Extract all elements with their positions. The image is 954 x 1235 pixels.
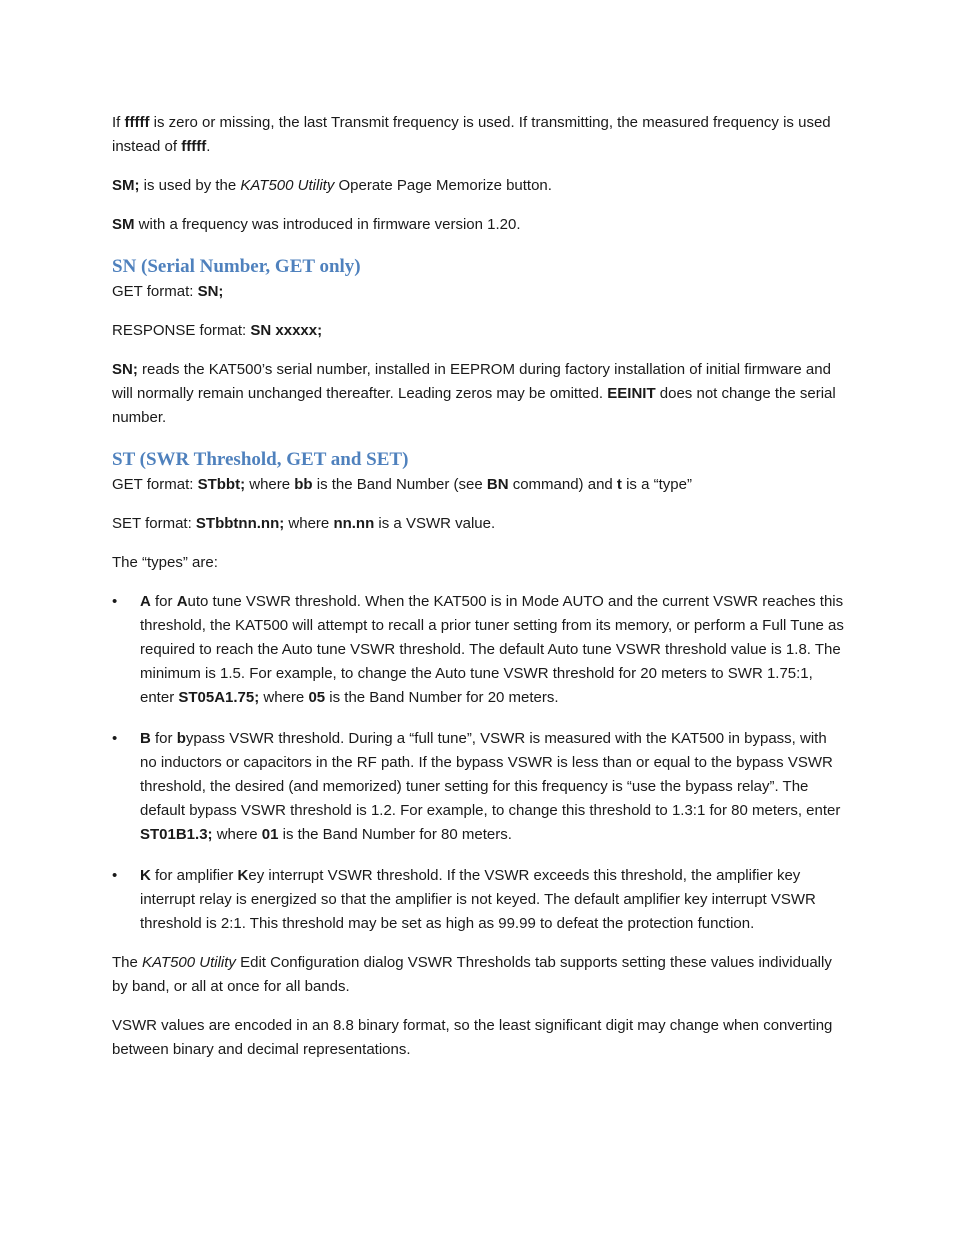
text: is the Band Number (see [312, 476, 487, 493]
bullet-icon: • [112, 593, 118, 610]
text: with a frequency was introduced in firmware version 1.20. [134, 216, 521, 233]
code: K [140, 867, 151, 884]
text: is the Band Number for 80 meters. [278, 826, 512, 843]
code: STbbtnn.nn; [195, 515, 285, 532]
text: where [245, 476, 295, 493]
text: GET format: [112, 476, 198, 493]
code: A [140, 593, 151, 610]
code: SM; [112, 177, 140, 194]
app-name: KAT500 Utility [142, 954, 236, 971]
code: A [176, 593, 188, 610]
bullet-icon: • [112, 867, 118, 884]
st-encoding-note: VSWR values are encoded in an 8.8 binary format, so the least significant digit may change when converting between binary and decimal representations. [112, 1017, 833, 1058]
bullet-icon: • [112, 730, 118, 747]
page-content [112, 111, 844, 1077]
code: ST05A1.75; [178, 689, 260, 706]
sn-description [112, 358, 844, 430]
code: ST01B1.3; [140, 826, 213, 843]
code: 05 [308, 689, 326, 706]
code: SN xxxxx; [250, 322, 323, 339]
text: where [212, 826, 262, 843]
text: where [284, 515, 334, 532]
app-name: KAT500 Utility [240, 177, 335, 194]
code: BN [486, 476, 509, 493]
code: t [616, 476, 622, 493]
text: SET format: [112, 515, 196, 532]
sn-response-format [112, 319, 844, 343]
text: is zero or missing, the last Transmit frequency is used. If transmitting, the measured frequency is used instead of [112, 114, 831, 155]
st-set-format [112, 512, 844, 536]
heading-sn: SN (Serial Number, GET only) [112, 256, 361, 277]
code: fffff [124, 114, 150, 131]
text: GET format: [112, 283, 198, 300]
code: bb [294, 476, 313, 493]
paragraph-sm-firmware [112, 213, 844, 237]
text: does not change the serial number. [112, 385, 836, 426]
text: Operate Page Memorize button. [334, 177, 552, 194]
text: for [150, 730, 177, 747]
st-get-format [112, 473, 844, 497]
code: B [140, 730, 151, 747]
code: EEINIT [607, 385, 656, 402]
list-item [112, 864, 844, 936]
text: reads the KAT500’s serial number, installed in EEPROM during factory installation of initial firmware and will normally remain unchanged thereafter. Leading zeros may be omitted. [112, 361, 831, 402]
paragraph-sm-memorize [112, 174, 844, 198]
sn-get-format [112, 280, 844, 304]
text: uto tune VSWR threshold. When the KAT500 is in Mode AUTO and the current VSWR reaches this threshold, the KAT500 will attempt to recall a prior tuner setting from its memory, or perform a Full Tune as required to reach the Auto tune VSWR threshold. The default Auto tune VSWR threshold value is 1.8. The minimum is 1.5. For example, to change the Auto tune VSWR threshold for 20 meters to SWR 1.75:1, enter [140, 593, 844, 706]
text: is a VSWR value. [374, 515, 496, 532]
st-utility-note [112, 951, 844, 999]
code: b [176, 730, 186, 747]
st-types-intro: The “types” are: [112, 554, 218, 571]
code: fffff [181, 138, 207, 155]
text: Edit Configuration dialog VSWR Thresholds tab supports setting these values individually by band, or all at once for all bands. [112, 954, 832, 995]
text: is a “type” [621, 476, 692, 493]
code: K [237, 867, 249, 884]
text: for amplifier [150, 867, 238, 884]
paragraph-fffff [112, 111, 844, 159]
code: STbbt; [197, 476, 246, 493]
list-item [112, 727, 844, 847]
text: If [112, 114, 125, 131]
code: SN; [197, 283, 224, 300]
code: SM [112, 216, 135, 233]
text: command) and [508, 476, 617, 493]
text: ey interrupt VSWR threshold. If the VSWR exceeds this threshold, the amplifier key interrupt relay is energized so that the amplifier is not keyed. The default amplifier key interrupt VSWR threshold is 2:1. This threshold may be set as high as 99.99 to defeat the protection function. [140, 867, 816, 932]
text: RESPONSE format: [112, 322, 251, 339]
text: where [259, 689, 309, 706]
text: is the Band Number for 20 meters. [325, 689, 559, 706]
types-list [112, 590, 844, 936]
text: ypass VSWR threshold. During a “full tune”, VSWR is measured with the KAT500 in bypass, with no inductors or capacitors in the RF path. If the bypass VSWR is less than or equal to the bypass VSWR threshold, the desired (and memorized) tuner setting for this frequency is “use the bypass relay”. The default bypass VSWR threshold is 1.2. For example, to change this threshold to 1.3:1 for 80 meters, enter [140, 730, 841, 819]
text: The [112, 954, 143, 971]
text: for [150, 593, 177, 610]
text: is used by the [139, 177, 241, 194]
code: nn.nn [333, 515, 375, 532]
text: . [206, 138, 211, 155]
code: SN; [112, 361, 138, 378]
heading-st: ST (SWR Threshold, GET and SET) [112, 449, 409, 470]
list-item [112, 590, 844, 710]
code: 01 [261, 826, 279, 843]
